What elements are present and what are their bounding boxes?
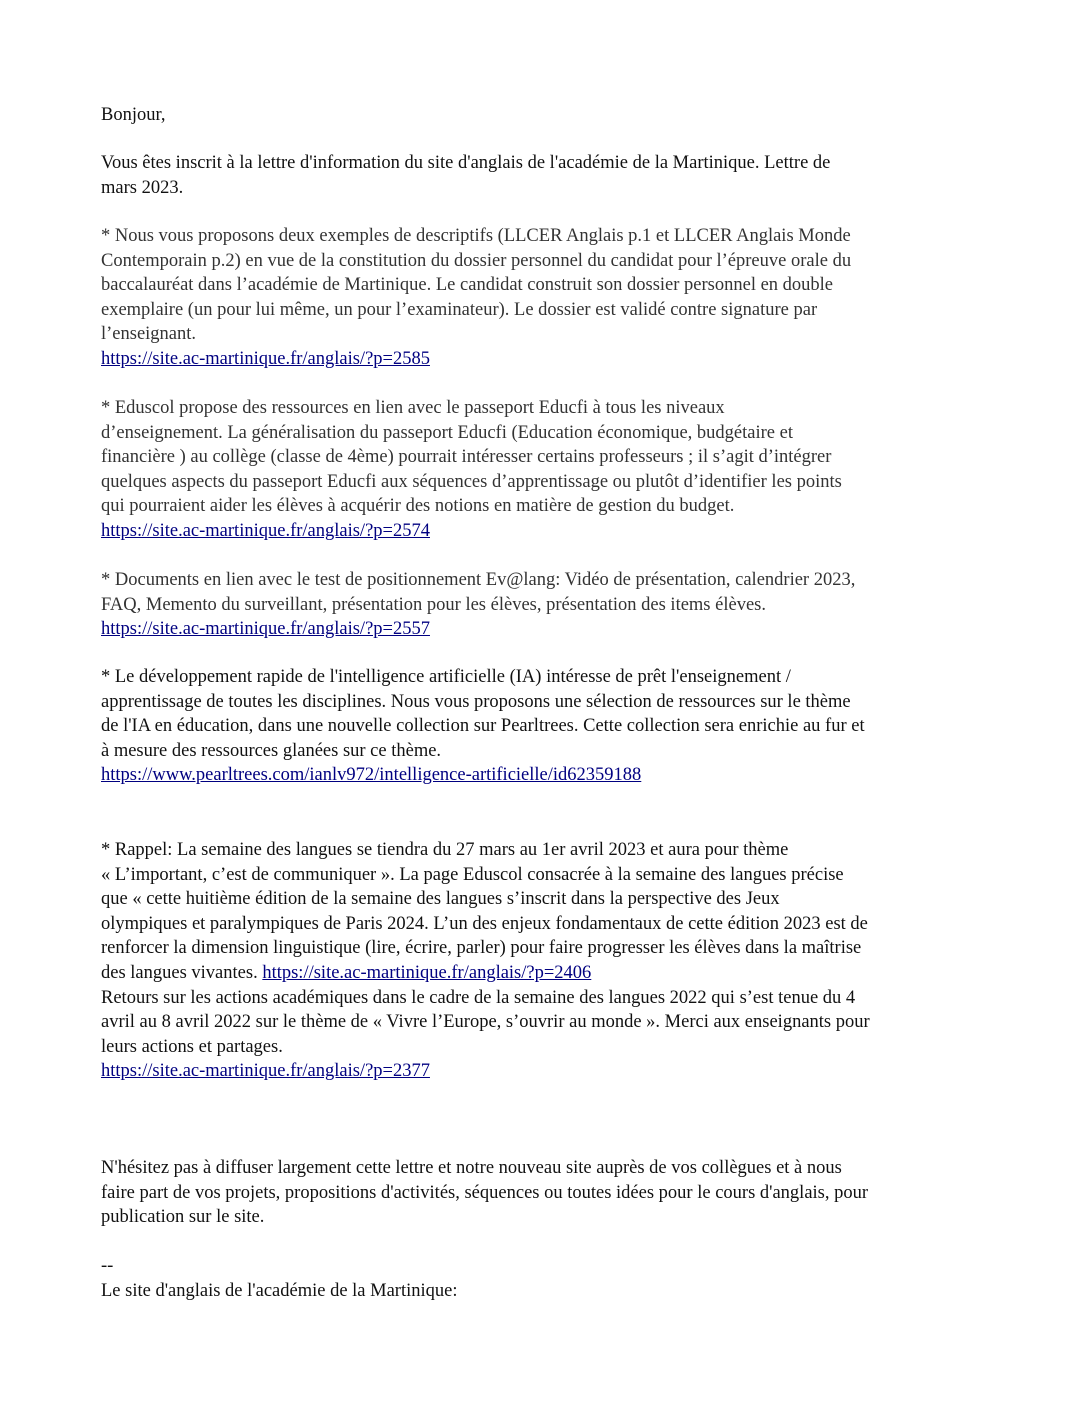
- link-p2377[interactable]: https://site.ac-martinique.fr/anglais/?p=2377: [101, 1061, 430, 1082]
- intro-paragraph: Vous êtes inscrit à la lettre d'information du site d'anglais de l'académie de la Martinique. Lettre de mars 2023.: [101, 153, 831, 198]
- link-p2574[interactable]: https://site.ac-martinique.fr/anglais/?p=2574: [101, 520, 430, 541]
- link-p2557[interactable]: https://site.ac-martinique.fr/anglais/?p=2557: [101, 619, 430, 640]
- news-item-educfi: * Eduscol propose des ressources en lien avec le passeport Educfi à tous les niveaux d’enseignement. La généralisation du passeport Educfi (Education économique, budgétaire et financière ) au collège (classe de 4ème) pourrait intéresser certains professeurs ; il s’agit d’intégrer quelques aspects du passeport Educfi aux séquences d’apprentissage ou plutôt d’identifier les points qui pourraient aider les élèves à acquérir des notions en matière de gestion du budget. https://site.ac-martinique.fr/anglais/?p=2574: [101, 398, 842, 541]
- greeting: Bonjour,: [101, 105, 166, 125]
- news-item-descriptifs: * Nous vous proposons deux exemples de descriptifs (LLCER Anglais p.1 et LLCER Anglais Monde Contemporain p.2) en vue de la constitution du dossier personnel du candidat pour l’épreuve orale du baccalauréat dans l’académie de Martinique. Le candidat construit son dossier personnel en double exemplaire (un pour lui même, un pour l’examinateur). Le dossier est validé contre signature par l’enseignant. https://site.ac-martinique.fr/anglais/?p=2585: [101, 226, 852, 369]
- closing-paragraph: N'hésitez pas à diffuser largement cette lettre et notre nouveau site auprès de vos collègues et à nous faire part de vos projets, propositions d'activités, séquences ou toutes idées pour le cours d'anglais, pour publication sur le site.: [101, 1158, 869, 1228]
- link-pearltrees[interactable]: https://www.pearltrees.com/ianlv972/intelligence-artificielle/id62359188: [101, 765, 642, 786]
- news-item-rappel: * Rappel: La semaine des langues se tiendra du 27 mars au 1er avril 2023 et aura pour thème « L’important, c’est de communiquer ». La page Eduscol consacrée à la semaine des langues précise que « cette huitième édition de la semaine des langues s’inscrit dans la perspective des Jeux olympiques et paralympiques de Paris 2024. L’un des enjeux fondamentaux de cette édition 2023 est de renforcer la dimension linguistique (lire, écrire, parler) pour faire progresser les élèves dans la maîtrise des langues vivantes. https://site.ac-martinique.fr/anglais/?p=2406 Retours sur les actions académiques dans le cadre de la semaine des langues 2022 qui s’est tenue du 4 avril au 8 avril 2022 sur le thème de « Vivre l’Europe, s’ouvrir au monde ». Merci aux enseignants pour leurs actions et partages. https://site.ac-martinique.fr/anglais/?p=2377: [101, 840, 870, 1082]
- signature: -- Le site d'anglais de l'académie de la Martinique:: [101, 1256, 458, 1301]
- link-p2406[interactable]: https://site.ac-martinique.fr/anglais/?p=2406: [262, 962, 592, 983]
- news-item-ia: * Le développement rapide de l'intelligence artificielle (IA) intéresse de prêt l'enseignement / apprentissage de toutes les disciplines. Nous vous proposons une sélection de ressources sur le thème de l'IA en éducation, dans une nouvelle collection sur Pearltrees. Cette collection sera enrichie au fur et à mesure des ressources glanées sur ce thème. https://www.pearltrees.com/ianlv972/intelligence-artificielle/id62359188: [101, 667, 865, 786]
- news-item-evalang: * Documents en lien avec le test de positionnement Ev@lang: Vidéo de présentation, calendrier 2023, FAQ, Memento du surveillant, présentation pour les élèves, présentation des items élèves. https://site.ac-martinique.fr/anglais/?p=2557: [101, 570, 856, 640]
- link-p2585[interactable]: https://site.ac-martinique.fr/anglais/?p=2585: [101, 348, 430, 369]
